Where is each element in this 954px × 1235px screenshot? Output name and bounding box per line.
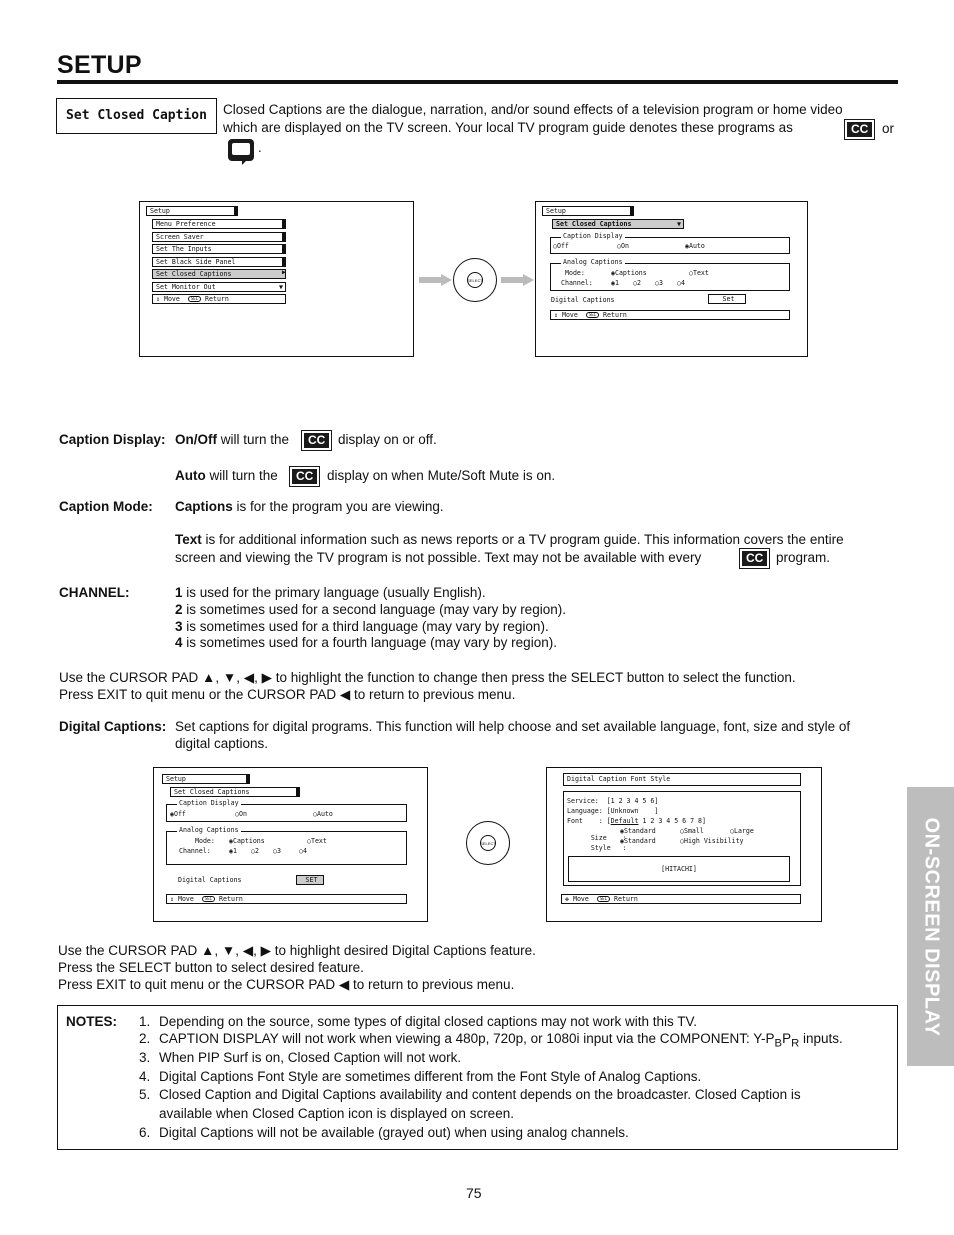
note2-sub-b: B [774,1037,783,1050]
footer-return: Return [614,894,638,903]
cursor-pad-icon [466,821,510,865]
channel-num: 4 [175,635,183,651]
intro-or: or [882,121,895,136]
cursor2-line2: Press the SELECT button to select desired feature. [58,960,364,975]
radio-style-standard[interactable] [620,838,656,845]
menu-item-set-black-side-panel[interactable] [152,257,286,267]
group-title: Caption Display [179,799,239,807]
chevron-down-icon: ▼ [677,219,681,228]
menu-title-text: Setup [546,206,566,215]
text-line2-end: program. [776,550,831,565]
caption-display-group [166,799,407,822]
note2-post: inputs. [799,1031,843,1046]
radio-ch4[interactable] [299,848,307,855]
radio-label: Small [683,827,704,835]
digital-line1: Set captions for digital programs. This function will help choose and set available language, font, size and style of [175,719,851,734]
auto-bold: Auto [175,468,206,483]
caption-display-auto [175,468,278,485]
radio-label: Captions [232,837,265,845]
footer-return: Return [205,294,229,303]
channel-text: is used for the primary language (usually English). [186,585,486,600]
note-text: When PIP Surf is on, Closed Caption will not work. [159,1050,462,1065]
font-style-title [563,773,801,786]
note-num: 4. [139,1069,151,1084]
note-text: Closed Caption and Digital Captions availability and content depends on the broadcaster. Closed Caption is [159,1087,801,1102]
size-label: Size : [590,833,627,842]
radio-label: On [238,810,247,818]
set-button[interactable] [296,875,324,885]
menu-item-label: Set Black Side Panel [156,257,236,266]
footer-move: Move [561,310,578,319]
radio-label: Large [733,827,754,835]
caption-mode-label: Caption Mode: [59,499,153,514]
note2-pre: CAPTION DISPLAY will not work when viewing a 480p, 720p, or 1080i input via the COMPONENT: Y-P [159,1031,775,1046]
cc-icon: CC [740,549,769,568]
radio-captions[interactable] [611,270,647,277]
radio-captions[interactable] [229,838,265,845]
screen-closed-captions-digital [153,767,428,922]
radio-on[interactable] [617,243,629,250]
group-title: Analog Captions [563,258,623,266]
radio-text[interactable] [307,838,327,845]
menu-item-label: Set Closed Captions [556,219,632,228]
move-icon: ⇕ [156,294,160,303]
menu-title [542,206,634,216]
note-num: 1. [139,1014,151,1029]
note2-mid: P [782,1031,792,1046]
group-title: Caption Display [563,232,623,240]
radio-ch1[interactable] [229,848,237,855]
menu-item-label: Menu Preference [156,219,216,228]
intro-line-1: Closed Captions are the dialogue, narration, and/or sound effects of a television program or home video [223,102,843,117]
note-num: 6. [139,1125,151,1140]
radio-label: Text [310,837,327,845]
font-preview-box [568,856,790,882]
captions-text: is for the program you are viewing. [236,499,444,514]
onoff-bold: On/Off [175,432,217,447]
radio-on[interactable] [235,811,247,818]
channel-text: is sometimes used for a third language (may vary by region). [186,618,549,634]
sel-icon: SEL [586,312,599,318]
font-style-panel [563,791,801,886]
radio-ch3[interactable] [655,280,663,287]
notes-box [57,1005,898,1150]
move-icon: ⇕ [554,310,558,319]
font-style-title-text: Digital Caption Font Style [567,775,671,784]
select-button: SELECT [467,272,483,288]
radio-label: 4 [680,279,685,287]
footer-move: Move [163,294,180,303]
menu-item-set-monitor-out[interactable] [152,282,286,292]
mode-label: Mode: [565,269,585,277]
scroll-down-icon: ▼ [279,282,283,291]
sel-icon: SEL [202,896,215,902]
font-default: Default [610,817,639,825]
footer-return: Return [219,894,243,903]
set-button-label: SET [305,875,318,884]
right-arrow-icon [501,274,535,286]
radio-label: 3 [658,279,663,287]
menu-item-set-closed-captions[interactable] [552,219,684,229]
radio-off[interactable] [170,811,186,818]
menu-footer [166,894,407,904]
note-text: Digital Captions will not be available (grayed out) when using analog channels. [159,1125,629,1140]
radio-ch3[interactable] [273,848,281,855]
menu-footer [561,894,801,904]
radio-label: Off [556,242,569,250]
captions-bold: Captions [175,499,233,514]
auto-post: display on when Mute/Soft Mute is on. [327,468,556,483]
menu-item-label: Screen Saver [156,232,204,241]
radio-label: On [620,242,629,250]
service-row[interactable]: Service: [1 2 3 4 5 6] [567,797,659,805]
sel-icon: SEL [597,896,610,902]
channel-label: CHANNEL: [59,585,130,600]
footer-move: Move [177,894,194,903]
menu-item-label: Set Closed Captions [174,787,250,796]
menu-title-text: Setup [150,206,170,215]
intro-period: . [258,140,262,155]
radio-label: Captions [614,269,647,277]
caption-mode-captions [175,499,444,516]
menu-footer [152,294,286,304]
radio-ch2[interactable] [251,848,259,855]
channel-item [175,619,566,636]
auto-pre: will turn the [209,468,278,483]
header-rule [57,80,898,84]
menu-item-set-the-inputs[interactable] [152,244,286,254]
cursor-instructions-1 [59,670,796,703]
analog-captions-group [166,826,407,865]
radio-label: Off [173,810,186,818]
section-label-box: Set Closed Caption [56,98,217,134]
move-icon: ⇕ [170,894,174,903]
radio-auto[interactable] [685,243,705,250]
cc-icon: CC [845,120,874,139]
note-text [159,1031,843,1051]
analog-captions-group [550,258,790,291]
intro-line-2-text: which are displayed on the TV screen. Your local TV program guide denotes these programs as [223,120,793,135]
note-num: 3. [139,1050,151,1065]
note-text: Digital Captions Font Style are sometimes different from the Font Style of Analog Captions. [159,1069,702,1084]
radio-style-high-visibility[interactable] [680,838,744,845]
mode-label: Mode: [195,837,215,845]
caption-display-group [550,232,790,254]
footer-return: Return [603,310,627,319]
digital-line2: digital captions. [175,736,269,751]
digital-captions-label: Digital Captions: [59,719,167,734]
radio-label: 2 [254,847,259,855]
menu-item-screen-saver[interactable] [152,232,286,242]
channel-num: 1 [175,585,183,600]
move-icon: ✥ [565,894,569,903]
radio-label: 4 [302,847,307,855]
caption-bubble-icon [228,139,254,161]
cursor1-line2: Press EXIT to quit menu or the CURSOR PAD ◀ to return to previous menu. [59,686,516,702]
right-arrow-icon [419,274,453,286]
radio-label: Standard [623,837,656,845]
radio-label: 2 [636,279,641,287]
cursor2-line3: Press EXIT to quit menu or the CURSOR PAD ◀ to return to previous menu. [58,977,515,992]
caption-display-onoff [175,432,289,449]
menu-title [146,206,238,216]
notes-label: NOTES: [66,1014,118,1029]
radio-label: 1 [232,847,237,855]
note2-sub-r: R [791,1037,800,1050]
caption-mode-text-line1 [175,532,896,549]
screen-setup-menu [139,201,414,357]
digital-captions-label: Digital Captions [551,296,615,304]
page-number: 75 [466,1185,482,1201]
menu-item-menu-preference[interactable] [152,219,286,229]
onoff-pre: will turn the [220,432,290,447]
text-bold: Text [175,532,202,547]
page-title: SETUP [57,51,142,79]
screen-closed-captions [535,201,808,357]
set-button[interactable] [708,294,746,304]
side-tab-label: ON-SCREEN DISPLAY [920,817,942,1036]
screen-digital-caption-font-style [546,767,822,922]
radio-label: Auto [688,242,705,250]
menu-item-set-closed-captions[interactable] [170,787,300,797]
channel-num: 3 [175,618,183,634]
cursor-instructions-2 [58,942,536,993]
channel-item [175,602,566,619]
note-num: 5. [139,1087,151,1102]
channel-text: is sometimes used for a fourth language (may vary by region). [186,635,557,651]
set-button-label: Set [722,294,735,303]
radio-ch4[interactable] [677,280,685,287]
channel-item [175,635,566,652]
radio-size-large[interactable] [730,828,754,835]
note-num: 2. [139,1031,151,1046]
radio-label: 1 [614,279,619,287]
menu-title [162,774,250,784]
sel-icon: SEL [188,296,201,302]
menu-item-set-closed-captions[interactable]: Set Closed Captions ▶ [152,269,286,279]
radio-size-small[interactable] [680,828,704,835]
digital-captions-label: Digital Captions [178,876,242,884]
channel-label: Channel: [179,847,211,855]
radio-label: Standard [623,827,656,835]
radio-label: Text [692,269,709,277]
channel-label: Channel: [561,279,593,287]
menu-footer [550,310,790,320]
select-button: SELECT [480,835,496,851]
channel-text: is sometimes used for a second language (may vary by region). [186,601,566,617]
cc-icon: CC [302,431,331,450]
cursor1-line1: Use the CURSOR PAD ▲, ▼, ◀, ▶ to highlight the function to change then press the SELECT button to select the function. [59,670,796,685]
radio-label: Auto [316,810,333,818]
menu-item-label: Set Monitor Out [156,282,216,291]
radio-text[interactable] [689,270,709,277]
font-pre: Font : [ [567,817,611,825]
radio-ch1[interactable] [611,280,619,287]
channel-list [175,585,566,652]
caption-display-label: Caption Display: [59,432,166,447]
cursor2-line1: Use the CURSOR PAD ▲, ▼, ◀, ▶ to highlight desired Digital Captions feature. [58,943,536,958]
footer-move: Move [572,894,589,903]
menu-item-label: Set Closed Captions [156,269,232,278]
text-line1: is for additional information such as news reports or a TV program guide. This information covers the entire [205,532,844,547]
group-title: Analog Captions [179,826,239,834]
font-post: 1 2 3 4 5 6 7 8] [638,817,706,825]
style-row [567,838,627,858]
radio-auto[interactable] [313,811,333,818]
side-tab [907,787,954,1066]
channel-item [175,585,566,602]
intro-line-2 [223,120,793,137]
font-row[interactable] [567,818,706,825]
cursor-pad-icon [453,258,497,302]
menu-title-text: Setup [166,774,186,783]
style-label: Style : [590,843,627,852]
menu-item-label: Set The Inputs [156,244,212,253]
radio-label: 3 [276,847,281,855]
radio-ch2[interactable] [633,280,641,287]
note-text: Depending on the source, some types of digital closed captions may not work with this TV. [159,1014,698,1029]
font-preview-text: [HITACHI] [661,864,697,873]
cc-icon: CC [290,467,319,486]
channel-num: 2 [175,601,183,617]
caption-mode-text-line2: screen and viewing the TV program is not possible. Text may not be available with every [175,550,702,565]
radio-off[interactable] [553,243,569,250]
radio-size-standard[interactable] [620,828,656,835]
radio-label: High Visibility [683,837,744,845]
note-text: available when Closed Caption icon is displayed on screen. [159,1106,514,1121]
onoff-post: display on or off. [338,432,437,447]
language-row[interactable]: Language: [Unknown ] [567,807,659,815]
